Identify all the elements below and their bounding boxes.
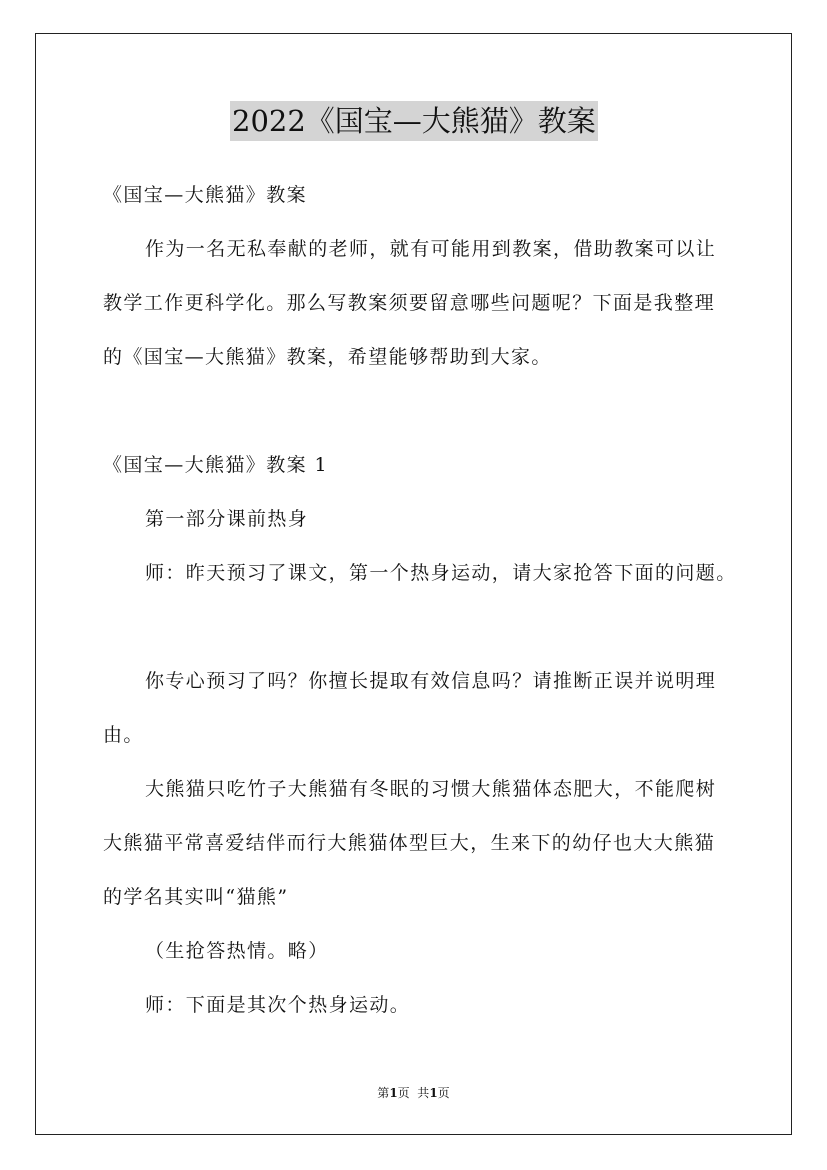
footer-page-number: 1 [389,1086,398,1100]
statement-line-3: 的学名其实叫“猫熊” [103,886,289,908]
part-heading: 第一部分课前热身 [145,508,309,530]
section-heading: 《国宝—大熊猫》教案 1 [103,454,328,476]
footer-page-total: 1 [429,1086,438,1100]
footer-mid: 页 共 [397,1086,430,1100]
intro-line-1: 作为一名无私奉献的老师，就有可能用到教案，借助教案可以让 [145,238,717,260]
student-note: （生抢答热情。略） [145,940,329,962]
question-line-1: 你专心预习了吗？你擅长提取有效信息吗？请推断正误并说明理 [145,670,717,692]
teacher-line-2: 师：下面是其次个热身运动。 [145,994,411,1016]
intro-line-3: 的《国宝—大熊猫》教案，希望能够帮助到大家。 [103,346,552,368]
teacher-line-1: 师：昨天预习了课文，第一个热身运动，请大家抢答下面的问题。 [145,562,737,584]
question-line-2: 由。 [103,724,144,746]
footer-suffix: 页 [437,1086,450,1100]
intro-line-2: 教学工作更科学化。那么写教案须要留意哪些问题呢？下面是我整理 [103,292,716,314]
footer-prefix: 第 [377,1086,390,1100]
statement-line-1: 大熊猫只吃竹子大熊猫有冬眠的习惯大熊猫体态肥大，不能爬树 [145,778,717,800]
page-footer [0,1085,827,1101]
statement-line-2: 大熊猫平常喜爱结伴而行大熊猫体型巨大，生来下的幼仔也大大熊猫 [103,832,716,854]
document-title: 2022《国宝—大熊猫》教案 [230,101,598,141]
document-subtitle: 《国宝—大熊猫》教案 [103,184,308,206]
